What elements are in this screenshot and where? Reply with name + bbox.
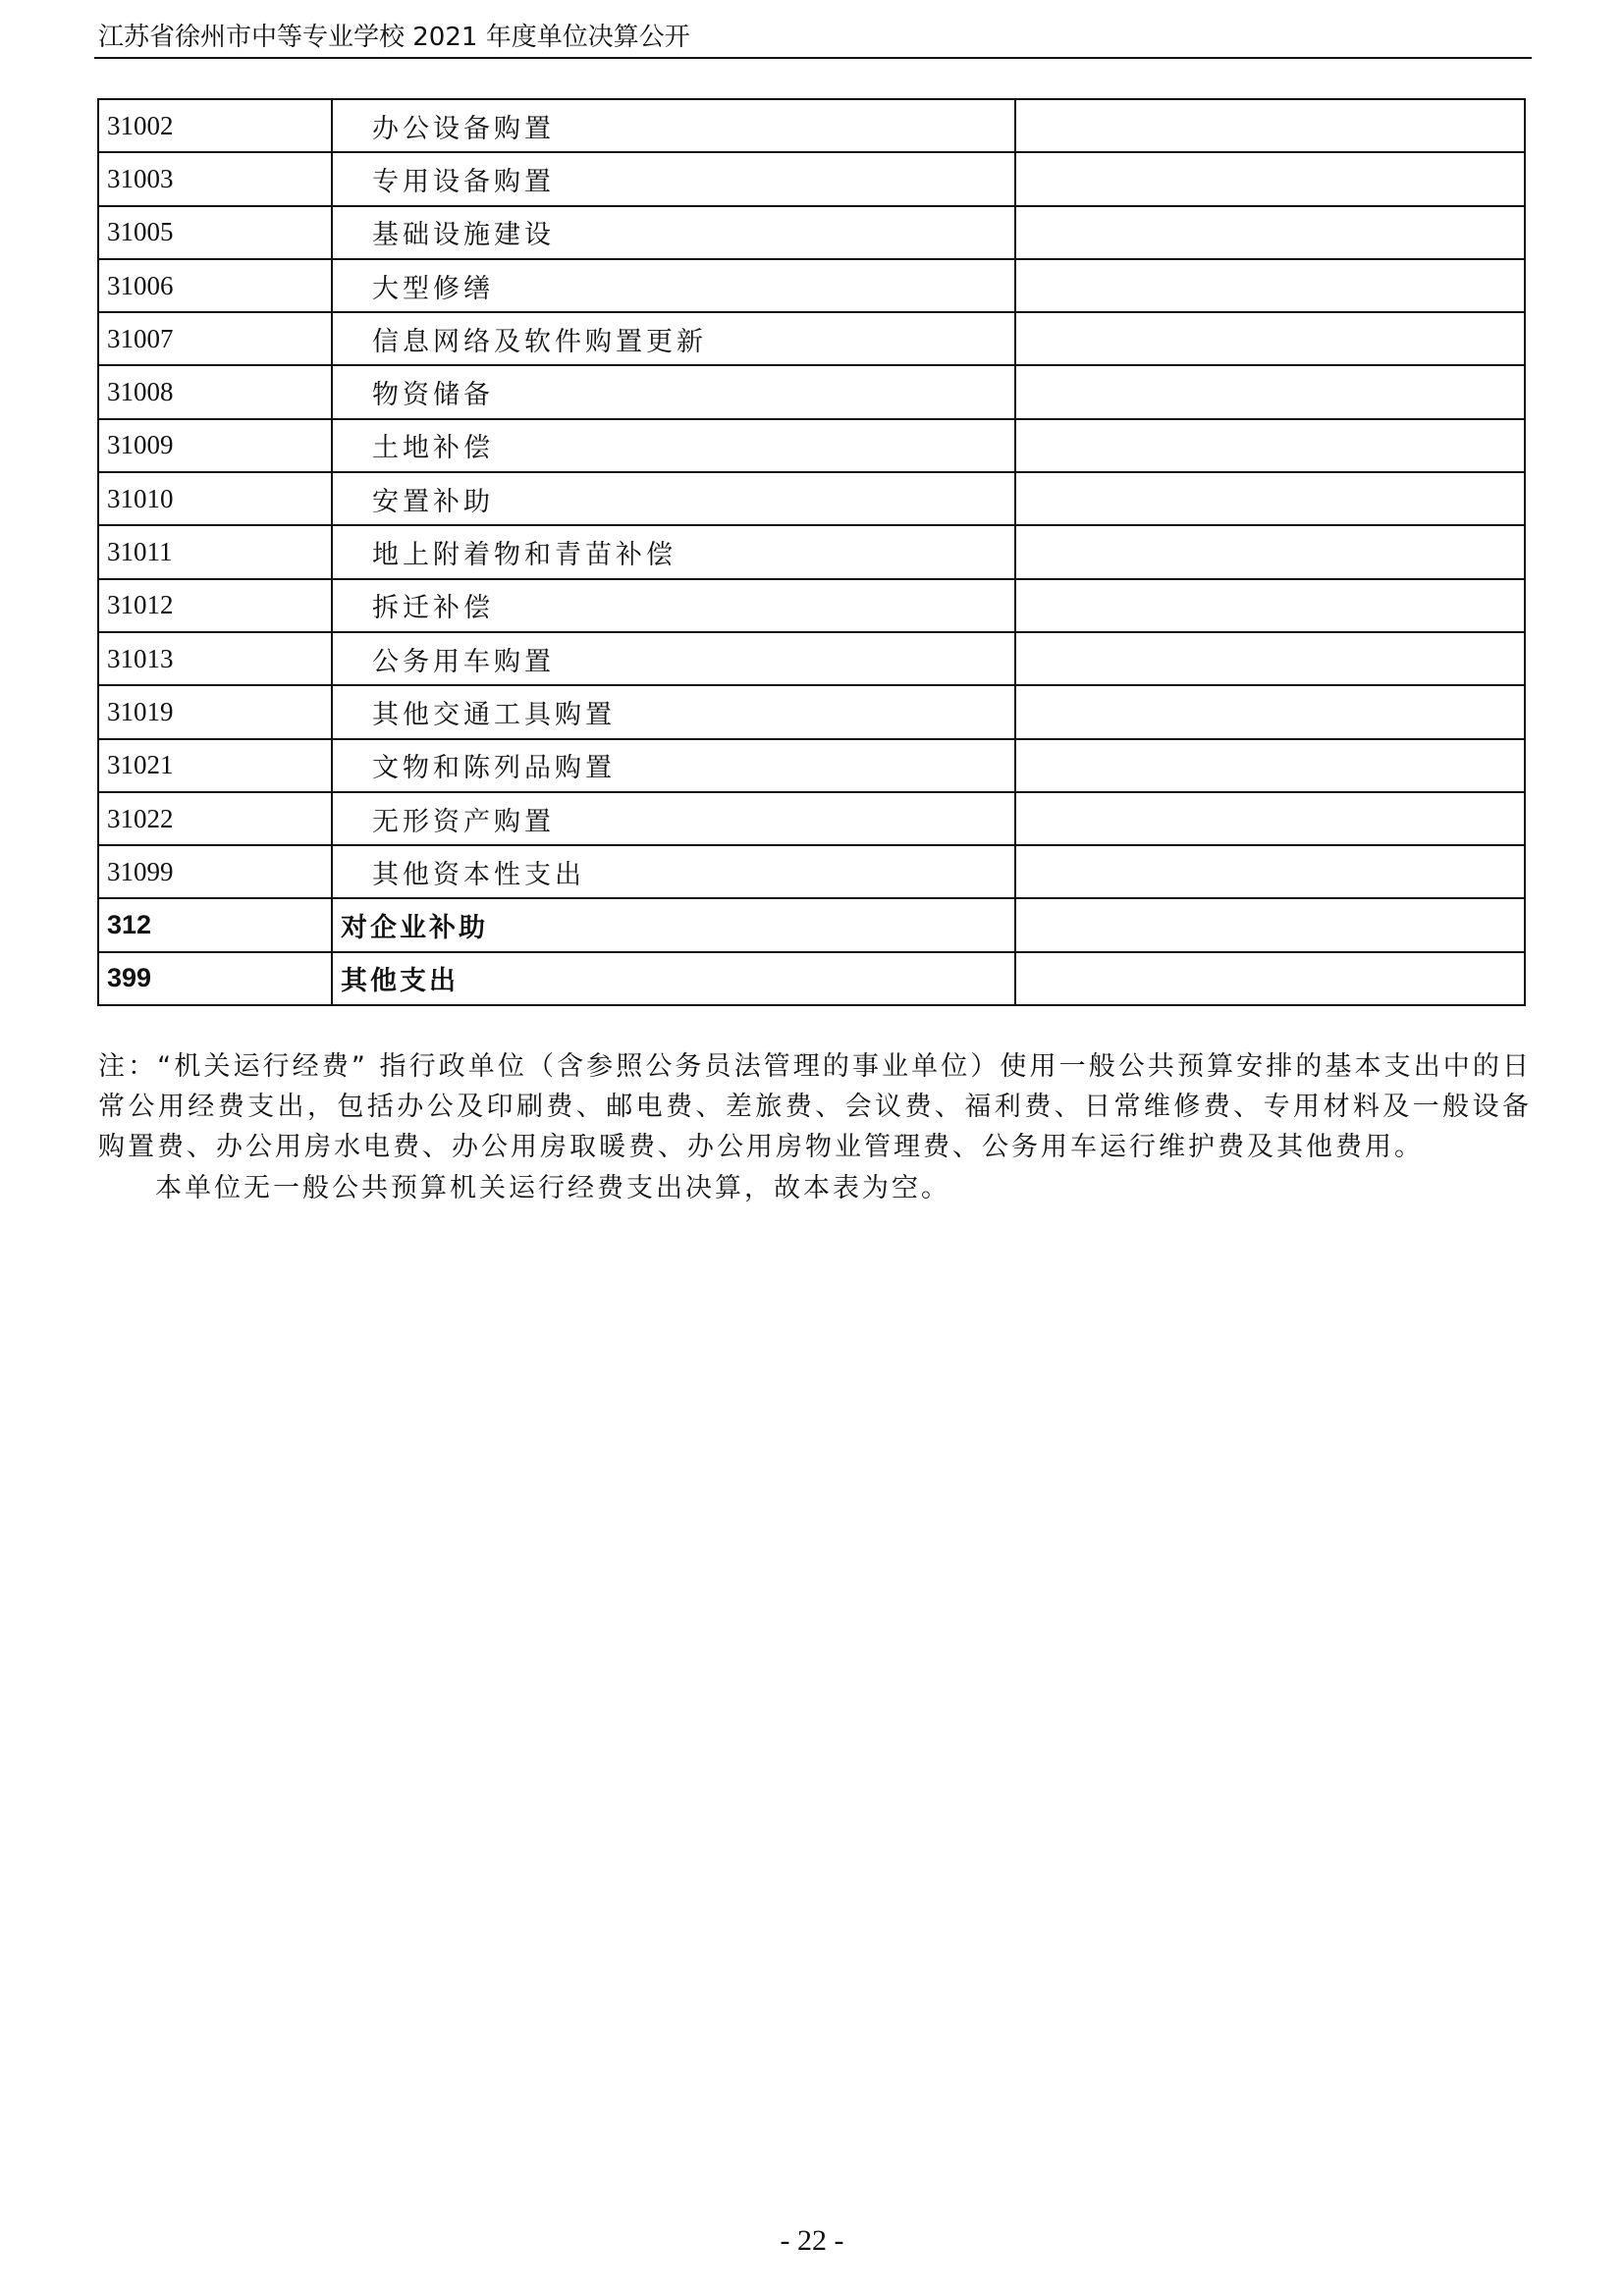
table-row [98, 792, 1525, 845]
amount-cell [1015, 259, 1525, 312]
account-code-cell: 31011 [98, 525, 332, 578]
table-row [98, 898, 1525, 951]
account-name-label: 文物和陈列品购置 [372, 753, 616, 784]
account-name-label: 专用设备购置 [372, 166, 555, 197]
table-row [98, 206, 1525, 259]
table-row [98, 419, 1525, 472]
account-name-cell [332, 472, 1015, 525]
account-name-label: 其他交通工具购置 [372, 699, 616, 730]
amount-cell [1015, 952, 1525, 1005]
table-row [98, 525, 1525, 578]
amount-cell [1015, 99, 1525, 152]
account-name-label: 大型修缮 [372, 273, 494, 304]
account-code-cell: 31009 [98, 419, 332, 472]
account-code-cell: 31002 [98, 99, 332, 152]
account-name-cell [332, 525, 1015, 578]
account-code-cell: 31019 [98, 685, 332, 738]
table-row [98, 312, 1525, 365]
account-name-label: 办公设备购置 [372, 113, 555, 144]
amount-cell [1015, 739, 1525, 792]
account-code-cell: 31012 [98, 579, 332, 632]
account-name-cell [332, 898, 1015, 951]
account-name-cell [332, 792, 1015, 845]
account-name-label: 其他支出 [341, 966, 459, 997]
table-row [98, 472, 1525, 525]
account-name-label: 基础设施建设 [372, 220, 555, 251]
table-row [98, 952, 1525, 1005]
account-name-cell [332, 952, 1015, 1005]
account-name-label: 拆迁补偿 [372, 593, 494, 624]
account-name-cell [332, 259, 1015, 312]
table-row [98, 579, 1525, 632]
account-name-cell [332, 365, 1015, 418]
table-row [98, 259, 1525, 312]
account-name-cell [332, 206, 1015, 259]
amount-cell [1015, 365, 1525, 418]
account-name-cell [332, 419, 1015, 472]
account-code-cell: 31008 [98, 365, 332, 418]
account-name-label: 公务用车购置 [372, 646, 555, 677]
account-code-cell: 399 [98, 952, 332, 1005]
account-name-label: 地上附着物和青苗补偿 [372, 540, 677, 571]
amount-cell [1015, 472, 1525, 525]
account-name-label: 土地补偿 [372, 433, 494, 464]
table-row [98, 739, 1525, 792]
account-code-cell: 312 [98, 898, 332, 951]
account-code-cell: 31007 [98, 312, 332, 365]
account-code-cell: 31005 [98, 206, 332, 259]
table-row [98, 99, 1525, 152]
amount-cell [1015, 152, 1525, 205]
account-name-cell [332, 152, 1015, 205]
account-code-cell: 31006 [98, 259, 332, 312]
account-code-cell: 31010 [98, 472, 332, 525]
header-divider [94, 57, 1532, 59]
account-name-label: 对企业补助 [341, 913, 488, 944]
amount-cell [1015, 419, 1525, 472]
amount-cell [1015, 898, 1525, 951]
expenditure-table [97, 98, 1526, 1006]
account-name-label: 无形资产购置 [372, 806, 555, 837]
amount-cell [1015, 579, 1525, 632]
table-row [98, 152, 1525, 205]
page-header-title: 江苏省徐州市中等专业学校 2021 年度单位决算公开 [98, 23, 690, 52]
account-name-cell [332, 685, 1015, 738]
account-name-cell [332, 579, 1015, 632]
amount-cell [1015, 206, 1525, 259]
amount-cell [1015, 685, 1525, 738]
amount-cell [1015, 312, 1525, 365]
account-code-cell: 31021 [98, 739, 332, 792]
account-name-label: 信息网络及软件购置更新 [372, 326, 707, 357]
table-row [98, 685, 1525, 738]
table-row [98, 365, 1525, 418]
account-code-cell: 31099 [98, 845, 332, 898]
account-name-cell [332, 312, 1015, 365]
amount-cell [1015, 525, 1525, 578]
account-code-cell: 31013 [98, 632, 332, 685]
page-number: - 22 - [780, 2224, 844, 2257]
table-row [98, 632, 1525, 685]
amount-cell [1015, 632, 1525, 685]
account-name-cell [332, 632, 1015, 685]
note-section [98, 1046, 1532, 1208]
account-code-cell: 31022 [98, 792, 332, 845]
account-name-cell [332, 845, 1015, 898]
account-name-cell [332, 739, 1015, 792]
account-name-label: 物资储备 [372, 380, 494, 411]
empty-table-statement: 本单位无一般公共预算机关运行经费支出决算，故本表为空。 [155, 1173, 950, 1203]
table-row [98, 845, 1525, 898]
account-code-cell: 31003 [98, 152, 332, 205]
account-name-label: 安置补助 [372, 486, 494, 517]
amount-cell [1015, 845, 1525, 898]
amount-cell [1015, 792, 1525, 845]
note-paragraph: 注：“机关运行经费” 指行政单位（含参照公务员法管理的事业单位）使用一般公共预算安排的基本支出中的日常公用经费支出，包括办公及印刷费、邮电费、差旅费、会议费、福利费、日常维修费、专用材料及一般设备购置费、办公用房水电费、办公用房取暖费、办公用房物业管理费、公务用车运行维护费及其他费用。 [98, 1051, 1532, 1162]
account-name-cell [332, 99, 1015, 152]
account-name-label: 其他资本性支出 [372, 859, 585, 890]
